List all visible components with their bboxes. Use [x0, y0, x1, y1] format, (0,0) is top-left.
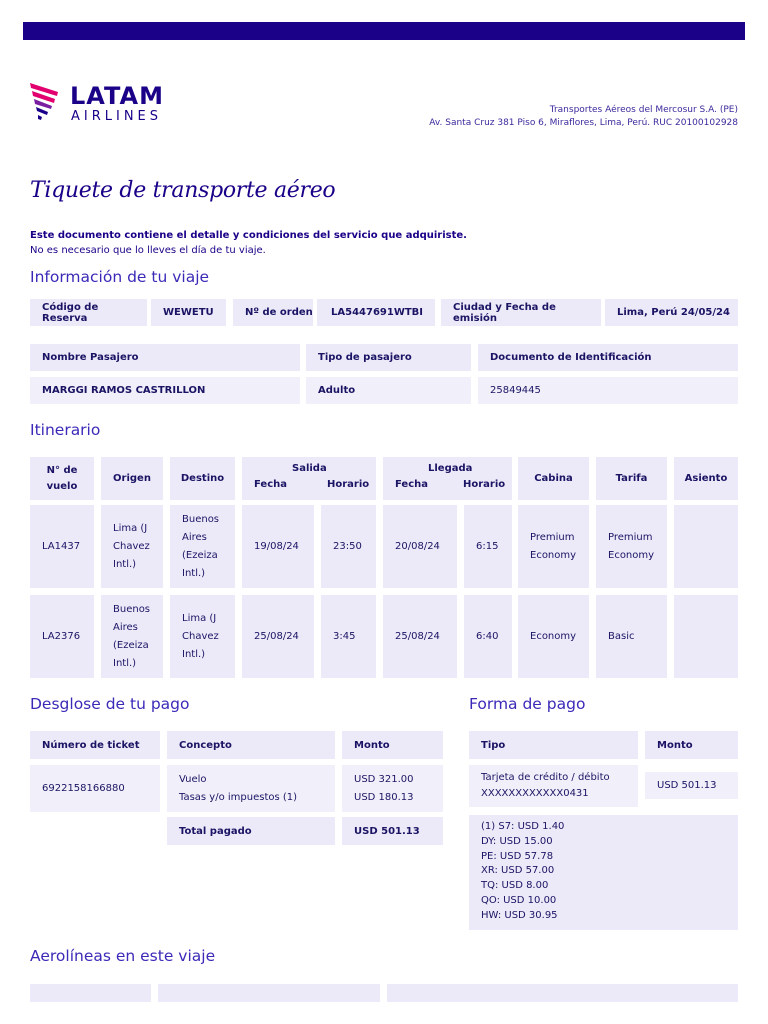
row2-fare: Basic [596, 595, 667, 678]
page-title: Tiquete de transporte aéreo [30, 178, 336, 203]
section-title-trip-info: Información de tu viaje [30, 268, 210, 286]
tax-line: PE: USD 57.78 [481, 850, 554, 862]
row1-origin-line-2: Chavez [113, 540, 150, 552]
row1-flight: LA1437 [30, 505, 94, 588]
row1-destination-line-4: Intl.) [182, 567, 206, 579]
section-title-itinerary: Itinerario [30, 421, 101, 439]
row1-cabin [518, 505, 589, 588]
concept-label: Concepto [167, 731, 335, 759]
issue-value: Lima, Perú 24/05/24 [605, 299, 738, 326]
tax-line: DY: USD 15.00 [481, 835, 553, 847]
company-info [429, 104, 738, 130]
tax-line: XR: USD 57.00 [481, 865, 555, 877]
row2-departure-date: 25/08/24 [242, 595, 314, 678]
header-flight-number-line-1: N° de [46, 464, 78, 476]
airlines-table-header-cell [387, 984, 738, 1002]
row2-arrival-time: 6:40 [464, 595, 512, 678]
header-seat: Asiento [674, 457, 738, 500]
payment-amount-label: Monto [645, 731, 738, 759]
section-title-airlines: Aerolíneas en este viaje [30, 947, 216, 965]
row1-origin-line-3: Intl.) [113, 558, 137, 570]
header-arrival-label: Llegada [428, 463, 473, 474]
tax-line: HW: USD 30.95 [481, 909, 558, 921]
logo-latam-text: LATAM [70, 82, 164, 110]
booking-code-value: WEWETU [151, 299, 226, 326]
section-title-payment-method: Forma de pago [469, 695, 586, 713]
row2-origin-line-2: Aires [113, 621, 138, 633]
header-fare: Tarifa [596, 457, 667, 500]
amount-label: Monto [342, 731, 443, 759]
row2-arrival-date: 25/08/24 [383, 595, 457, 678]
payment-type-label: Tipo [469, 731, 638, 759]
row2-destination [170, 595, 235, 678]
row1-cabin-line-2: Economy [530, 549, 577, 561]
row2-origin-line-4: Intl.) [113, 657, 137, 669]
passenger-name-label: Nombre Pasajero [30, 344, 300, 371]
row1-destination [170, 505, 235, 588]
latam-wing-icon [28, 80, 66, 126]
concept-taxes: Tasas y/o impuestos (1) [179, 791, 298, 803]
row2-origin-line-1: Buenos [113, 603, 151, 615]
row2-cabin: Economy [518, 595, 589, 678]
header-flight-number [30, 457, 94, 500]
row1-destination-line-3: (Ezeiza [182, 549, 218, 561]
id-document-label: Documento de Identificación [478, 344, 738, 371]
total-paid-label: Total pagado [167, 817, 335, 845]
header-arrival-date: Fecha [395, 479, 429, 490]
row1-arrival-time: 6:15 [464, 505, 512, 588]
airlines-table-header-cell [30, 984, 151, 1002]
passenger-type-value: Adulto [306, 377, 471, 404]
row1-origin-line-1: Lima (J [113, 522, 148, 534]
passenger-type-label: Tipo de pasajero [306, 344, 471, 371]
payment-type-value [469, 765, 638, 807]
airlines-table-header-cell [158, 984, 380, 1002]
header-cabin: Cabina [518, 457, 589, 500]
intro-text [30, 228, 467, 258]
ticket-number-value: 6922158166880 [30, 765, 160, 812]
tax-line: (1) S7: USD 1.40 [481, 821, 565, 832]
row1-fare-line-2: Economy [608, 549, 655, 561]
total-paid-value: USD 501.13 [342, 817, 443, 845]
intro-line-2: No es necesario que lo lleves el día de tu viaje. [30, 245, 266, 256]
header-departure-date: Fecha [254, 479, 288, 490]
order-value: LA5447691WTBI [317, 299, 435, 326]
row2-origin [101, 595, 163, 678]
header-departure-time: Horario [327, 479, 370, 490]
company-name: Transportes Aéreos del Mercosur S.A. (PE) [549, 105, 738, 115]
header-arrival-time: Horario [463, 479, 506, 490]
order-label: Nº de orden [233, 299, 313, 326]
payment-card-type: Tarjeta de crédito / débito [481, 772, 610, 783]
amount-taxes: USD 180.13 [354, 791, 414, 803]
concept-flight: Vuelo [179, 773, 207, 785]
row2-destination-line-1: Lima (J [182, 612, 217, 624]
payment-amount-value: USD 501.13 [645, 772, 738, 799]
amount-flight: USD 321.00 [354, 773, 414, 785]
row2-destination-line-2: Chavez [182, 630, 219, 642]
row2-destination-line-3: Intl.) [182, 648, 206, 660]
issue-label: Ciudad y Fecha de emisión [441, 299, 601, 326]
amount-values [342, 765, 443, 812]
header-flight-number-line-2: vuelo [46, 480, 78, 492]
row1-departure-time: 23:50 [321, 505, 376, 588]
row1-cabin-line-1: Premium [530, 531, 575, 543]
row1-seat [674, 505, 738, 588]
latam-logo [28, 80, 193, 128]
row1-destination-line-1: Buenos [182, 513, 220, 525]
row1-origin [101, 505, 163, 588]
concept-values [167, 765, 335, 812]
id-document-value: 25849445 [478, 377, 738, 404]
header-origin: Origen [101, 457, 163, 500]
header-destination: Destino [170, 457, 235, 500]
payment-card-number: XXXXXXXXXXXX0431 [481, 788, 589, 799]
row1-departure-date: 19/08/24 [242, 505, 314, 588]
row1-fare [596, 505, 667, 588]
passenger-name-value: MARGGI RAMOS CASTRILLON [30, 377, 300, 404]
row2-origin-line-3: (Ezeiza [113, 639, 149, 651]
tax-line: TQ: USD 8.00 [481, 880, 549, 892]
tax-line: QO: USD 10.00 [481, 894, 557, 906]
logo-airlines-text: AIRLINES [71, 109, 163, 124]
header-departure-label: Salida [292, 463, 327, 474]
row1-arrival-date: 20/08/24 [383, 505, 457, 588]
company-address: Av. Santa Cruz 381 Piso 6, Miraflores, Lima, Perú. RUC 20100102928 [429, 118, 738, 128]
row2-departure-time: 3:45 [321, 595, 376, 678]
booking-code-label: Código de Reserva [30, 299, 147, 326]
taxes-detail [469, 815, 738, 930]
top-bar [23, 22, 745, 40]
row2-flight: LA2376 [30, 595, 94, 678]
intro-line-1: Este documento contiene el detalle y condiciones del servicio que adquiriste. [30, 230, 467, 241]
row1-destination-line-2: Aires [182, 531, 207, 543]
row1-fare-line-1: Premium [608, 531, 653, 543]
row2-seat [674, 595, 738, 678]
ticket-number-label: Número de ticket [30, 731, 160, 759]
section-title-payment-breakdown: Desglose de tu pago [30, 695, 190, 713]
